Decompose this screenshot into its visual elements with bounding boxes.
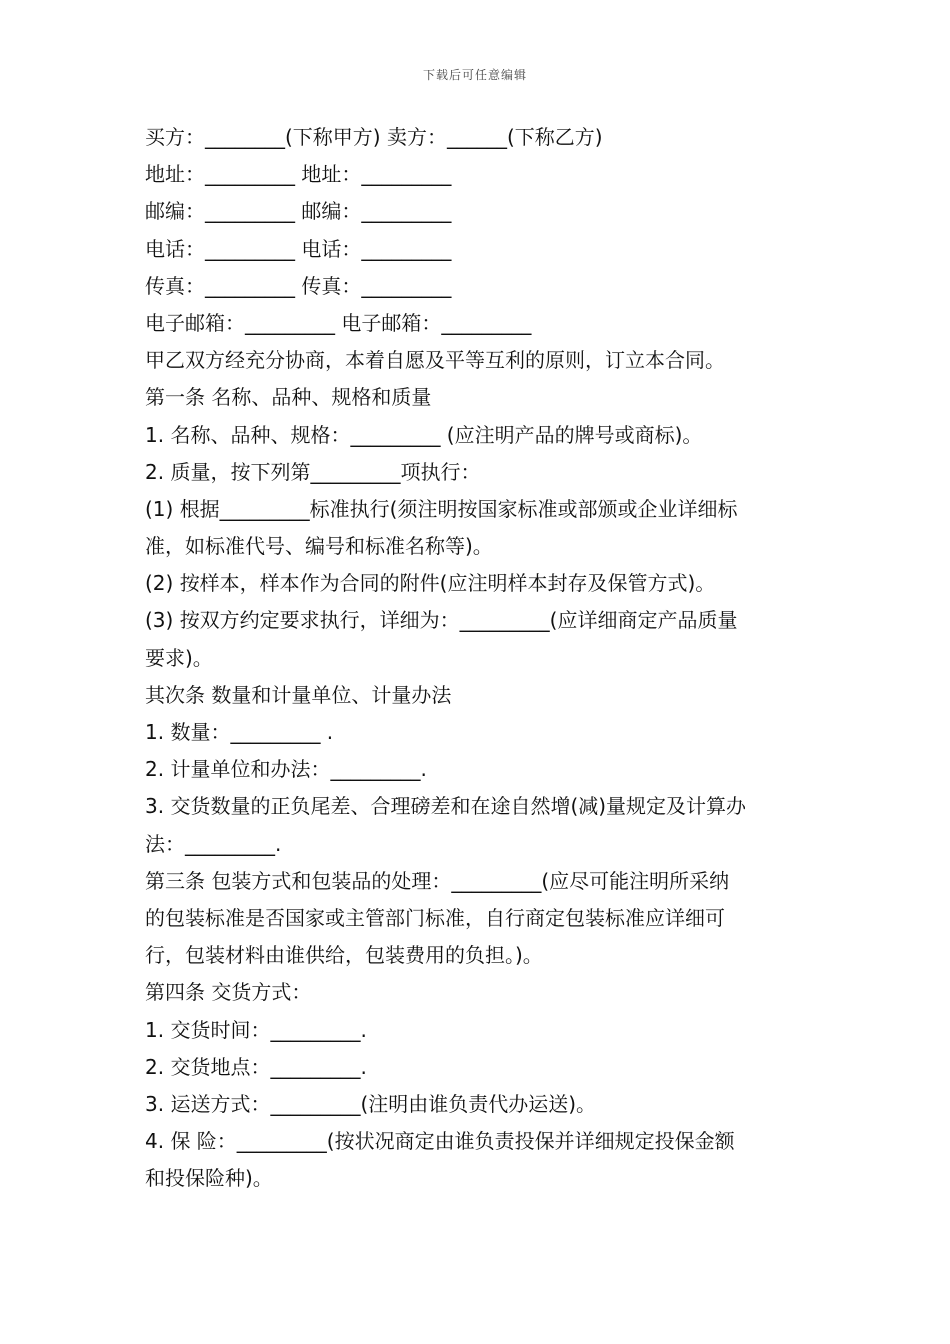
article-1-sub-3-cont: 要求)。 — [145, 645, 213, 670]
article-2-item-2: 2. 计量单位和办法：_________. — [145, 757, 427, 782]
article-4-item-4: 4. 保 险：_________(按状况商定由谁负责投保并详细规定投保金额 — [145, 1129, 735, 1154]
article-1-sub-2: (2) 按样本，样本作为合同的附件(应注明样本封存及保管方式)。 — [145, 571, 716, 596]
article-1-sub-1: (1) 根据_________标准执行(须注明按国家标准或部颁或企业详细标 — [145, 496, 738, 521]
article-2-item-3-cont: 法：_________. — [145, 831, 282, 856]
article-1-sub-1-cont: 准，如标准代号、编号和标准名称等)。 — [145, 534, 493, 559]
article-4-heading: 第四条 交货方式： — [145, 980, 312, 1005]
article-1-item-1: 1. 名称、品种、规格：_________ (应注明产品的牌号或商标)。 — [145, 422, 703, 447]
article-3-cont-2: 行，包装材料由谁供给，包装费用的负担。)。 — [145, 943, 543, 968]
fax-line: 传真：_________ 传真：_________ — [145, 273, 452, 298]
article-4-item-1: 1. 交货时间：_________. — [145, 1017, 367, 1042]
buyer-seller-line: 买方：________(下称甲方) 卖方：______(下称乙方) — [145, 125, 603, 149]
article-3-heading: 第三条 包装方式和包装品的处理：_________(应尽可能注明所采纳 — [145, 868, 730, 893]
page-header-note: 下载后可任意编辑 — [422, 68, 527, 82]
article-4-item-4-cont: 和投保险种)。 — [145, 1166, 273, 1191]
article-3-cont-1: 的包装标准是否国家或主管部门标准，自行商定包装标准应详细可 — [145, 905, 725, 930]
article-2-item-3: 3. 交货数量的正负尾差、合理磅差和在途自然增(减)量规定及计算办 — [145, 794, 747, 819]
preamble: 甲乙双方经充分协商，本着自愿及平等互利的原则，订立本合同。 — [145, 348, 725, 373]
article-2-item-1: 1. 数量：_________ . — [145, 720, 334, 744]
article-4-item-3: 3. 运送方式：_________(注明由谁负责代办运送)。 — [145, 1091, 597, 1116]
contract-body — [145, 119, 811, 1197]
article-1-heading: 第一条 名称、品种、规格和质量 — [145, 385, 432, 410]
phone-line: 电话：_________ 电话：_________ — [145, 236, 452, 261]
postcode-line: 邮编：_________ 邮编：_________ — [145, 199, 452, 224]
article-1-sub-3: (3) 按双方约定要求执行，详细为：_________(应详细商定产品质量 — [145, 608, 738, 633]
article-1-item-2: 2. 质量，按下列第_________项执行： — [145, 459, 481, 484]
address-line: 地址：_________ 地址：_________ — [145, 162, 452, 187]
email-line: 电子邮箱：_________ 电子邮箱：_________ — [145, 310, 532, 335]
article-2-heading: 其次条 数量和计量单位、计量办法 — [145, 682, 452, 707]
article-4-item-2: 2. 交货地点：_________. — [145, 1054, 367, 1079]
